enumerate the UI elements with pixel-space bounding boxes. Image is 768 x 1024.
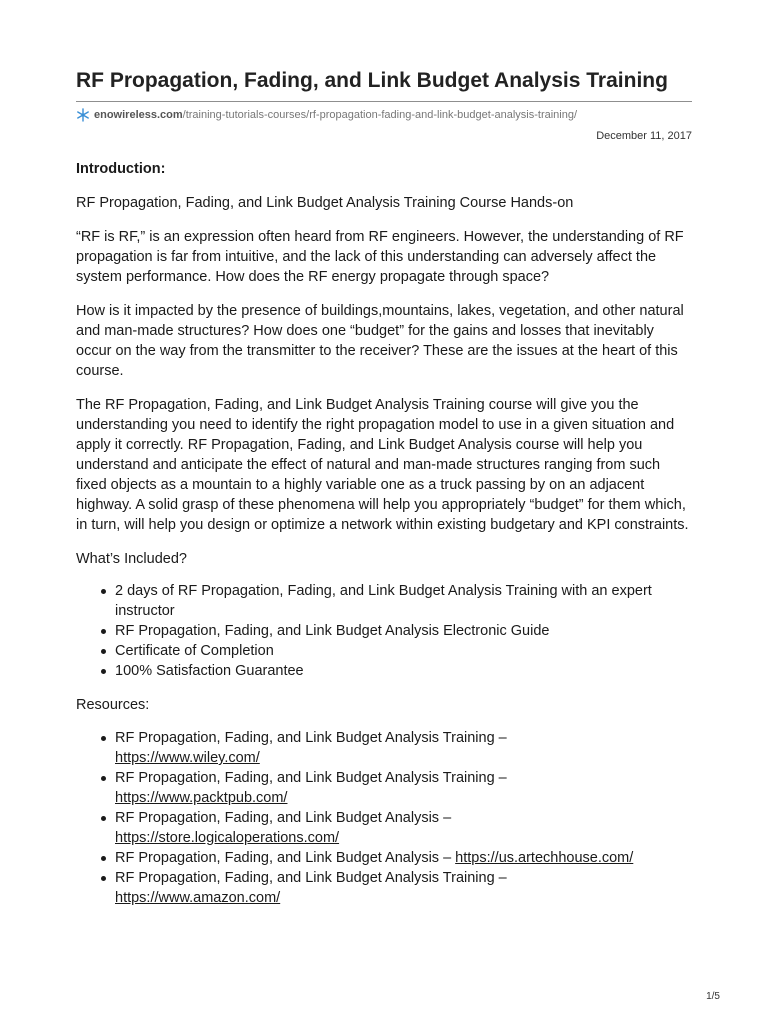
document-page	[76, 0, 692, 908]
snowflake-icon	[76, 108, 90, 122]
source-path: /training-tutorials-courses/rf-propagation-fading-and-link-budget-analysis-training/	[182, 109, 578, 121]
resource-link-amazon[interactable]: https://www.amazon.com/	[115, 890, 281, 906]
resources-list	[76, 728, 692, 908]
list-item: Certificate of Completion	[115, 641, 692, 661]
resource-label: RF Propagation, Fading, and Link Budget Analysis Training –	[115, 770, 507, 786]
source-url	[76, 108, 692, 122]
list-item	[115, 808, 692, 848]
list-item	[115, 768, 692, 808]
page-number: 1/5	[706, 991, 720, 1002]
list-item	[115, 848, 692, 868]
resources-heading: Resources:	[76, 697, 150, 713]
resource-link-logicaloperations[interactable]: https://store.logicaloperations.com/	[115, 830, 340, 846]
included-list	[76, 581, 692, 681]
resource-link-wiley[interactable]: https://www.wiley.com/	[115, 750, 260, 766]
resource-label: RF Propagation, Fading, and Link Budget Analysis Training –	[115, 730, 507, 746]
resource-label: RF Propagation, Fading, and Link Budget Analysis –	[115, 810, 452, 826]
resource-link-artechhouse[interactable]: https://us.artechhouse.com/	[455, 850, 634, 866]
resource-label: RF Propagation, Fading, and Link Budget Analysis Training –	[115, 870, 507, 886]
source-domain: enowireless.com	[94, 109, 183, 121]
list-item	[115, 868, 692, 908]
paragraph-course-title: RF Propagation, Fading, and Link Budget Analysis Training Course Hands-on	[76, 195, 574, 211]
title-divider	[76, 101, 692, 102]
introduction-heading: Introduction:	[76, 161, 166, 177]
paragraph-rf-is-rf: “RF is RF,” is an expression often heard from RF engineers. However, the understanding of RF propagation is far from intuitive, and the lack of this understanding can adversely affect the system performance. How does the RF energy propagate through space?	[76, 229, 684, 285]
whats-included-heading: What’s Included?	[76, 551, 187, 567]
page-title: RF Propagation, Fading, and Link Budget Analysis Training	[76, 69, 668, 92]
publish-date: December 11, 2017	[596, 130, 692, 142]
paragraph-impact: How is it impacted by the presence of buildings,mountains, lakes, vegetation, and other natural and man-made structures? How does one “budget” for the gains and losses that inevitably occur on the way from the transmitter to the receiver? These are the issues at the heart of this course.	[76, 303, 684, 379]
list-item	[115, 728, 692, 768]
paragraph-course-description: The RF Propagation, Fading, and Link Budget Analysis Training course will give you the understanding you need to identify the right propagation model to use in a given situation and apply it correctly. RF Propagation, Fading, and Link Budget Analysis course will help you understand and anticipate the effect of natural and man-made structures ranging from such fixed objects as a mountain to a highly variable one as a truck passing by on an adjacent highway. A solid grasp of these phenomena will help you appropriately “budget” for them which, in turn, will help you design or optimize a network within existing budgetary and KPI constraints.	[76, 397, 689, 533]
resource-link-packtpub[interactable]: https://www.packtpub.com/	[115, 790, 288, 806]
list-item: RF Propagation, Fading, and Link Budget Analysis Electronic Guide	[115, 621, 692, 641]
list-item: 2 days of RF Propagation, Fading, and Link Budget Analysis Training with an expert instructor	[115, 581, 692, 621]
resource-label: RF Propagation, Fading, and Link Budget Analysis –	[115, 850, 452, 866]
list-item: 100% Satisfaction Guarantee	[115, 661, 692, 681]
